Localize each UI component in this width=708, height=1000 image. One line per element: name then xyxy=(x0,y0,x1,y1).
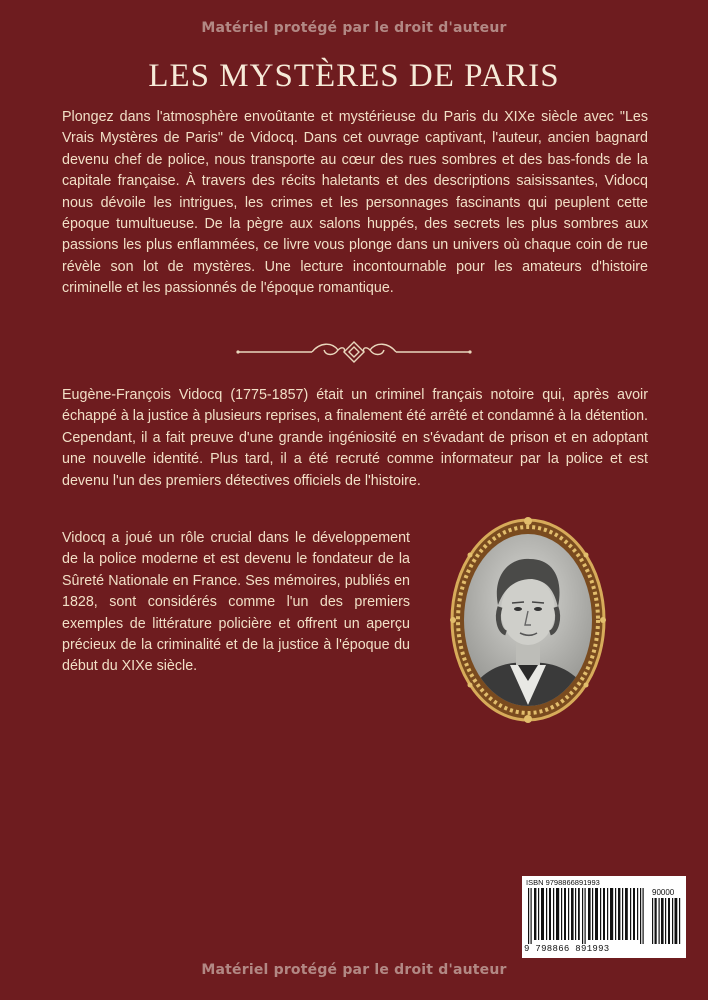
isbn-barcode xyxy=(522,876,686,958)
vidocq-portrait-image xyxy=(448,515,608,725)
biography-paragraph: Eugène-François Vidocq (1775-1857) était un criminel français notoire qui, après avoir échappé à la justice à plusieurs reprises, a finalement été arrêté et condamné à la détention. Cependant, il a fait preuve d'une grande ingéniosité en s'évadant de prison et en adoptant une nouvelle identité. Plus tard, il a été recruté comme informateur par la police et est devenu l'un des premiers détectives officiels de l'histoire. xyxy=(62,387,648,489)
flourish-divider-icon xyxy=(234,338,474,366)
barcode-digits: 9 798866 891993 xyxy=(524,944,610,954)
book-title: LES MYSTÈRES DE PARIS xyxy=(148,58,560,94)
legacy-paragraph: Vidocq a joué un rôle crucial dans le développement de la police moderne et est devenu le fondateur de la Sûreté Nationale en France. Ses mémoires, publiés en 1828, sont considérés comme l'un des premiers exemples de littérature policière et offrent un aperçu précieux de la criminalité et de la justice à l'époque du début du XIXe siècle. xyxy=(62,530,410,675)
intro-paragraph: Plongez dans l'atmosphère envoûtante et mystérieuse du Paris du XIXe siècle avec "Les Vrais Mystères de Paris" de Vidocq. Dans cet ouvrage captivant, l'auteur, ancien bagnard devenu chef de police, nous transporte au cœur des rues sombres et des bas-fonds de la capitale française. À travers des récits haletants et des descriptions saisissantes, Vidocq nous dévoile les intrigues, les crimes et les personnages fascinants qui peuplent cette époque tumultueuse. De la pègre aux salons huppés, des secrets les plus sombres aux passions les plus enflammées, ce livre vous plonge dans un univers où chaque coin de rue révèle son lot de mystères. Une lecture incontournable pour les amateurs d'histoire criminelle et les passionnés de l'époque romantique. xyxy=(62,109,648,297)
isbn-label: ISBN 9798866891993 xyxy=(526,878,600,887)
copyright-watermark-top: Matériel protégé par le droit d'auteur xyxy=(201,20,507,36)
barcode-bars-main xyxy=(526,888,648,944)
copyright-watermark-bottom: Matériel protégé par le droit d'auteur xyxy=(201,962,507,978)
price-code: 90000 xyxy=(652,888,675,897)
barcode-bars-addon xyxy=(652,898,682,944)
